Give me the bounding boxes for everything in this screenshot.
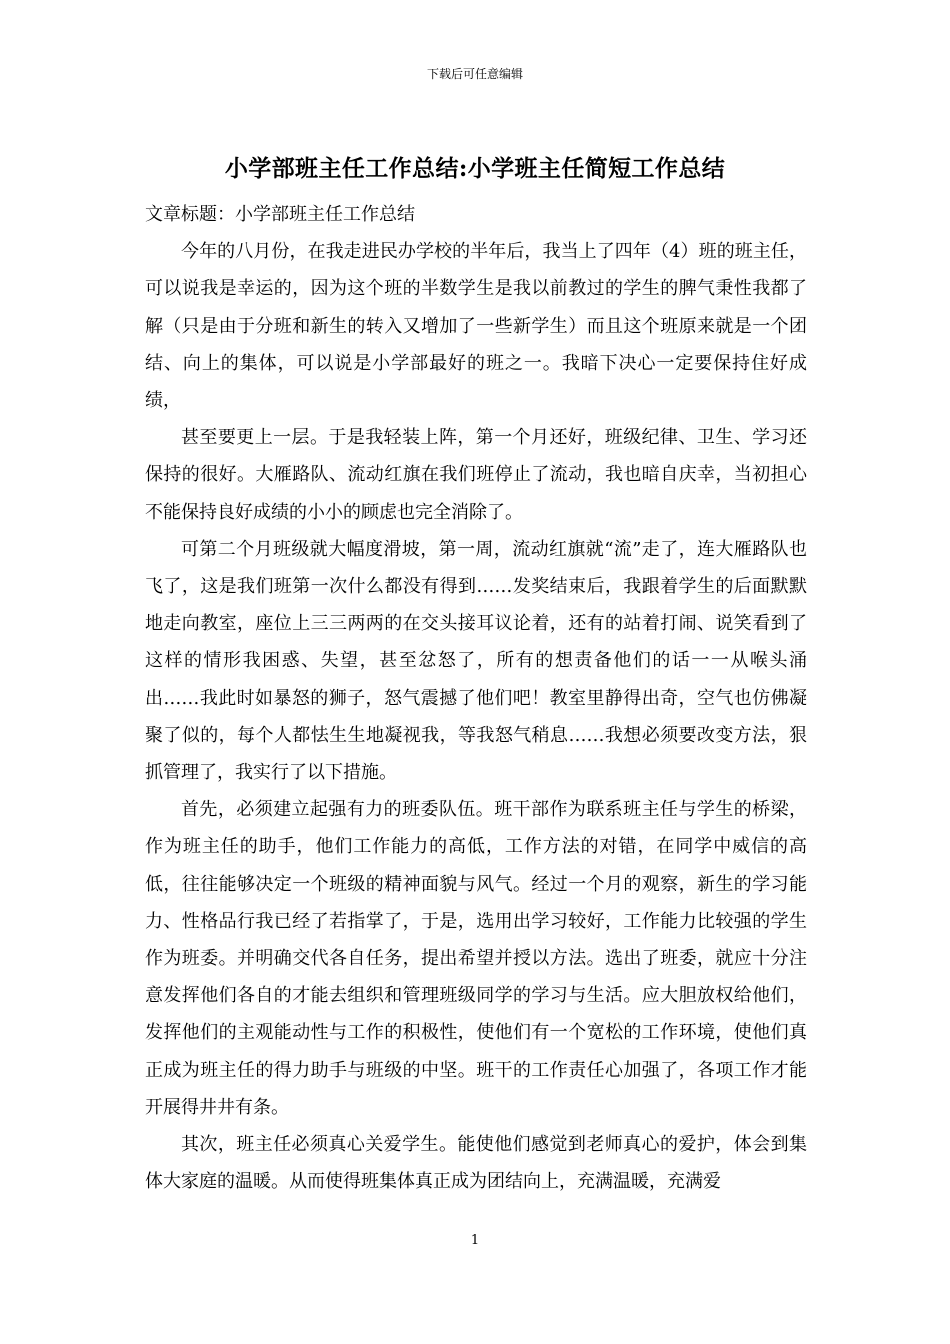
paragraph: 其次，班主任必须真心关爱学生。能使他们感觉到老师真心的爱护，体会到集体大家庭的温暖。从而使得班集体真正成为团结向上，充满温暖，充满爱: [145, 1134, 807, 1193]
page-number: 1: [470, 1233, 480, 1248]
article-title-line: 文章标题：小学部班主任工作总结: [145, 204, 415, 225]
paragraph: 今年的八月份，在我走进民办学校的半年后，我当上了四年（4）班的班主任，可以说我是幸运的，因为这个班的半数学生是我以前教过的学生的脾气秉性我都了解（只是由于分班和新生的转入又增加了一些新学生）而且这个班原来就是一个团结、向上的集体，可以说是小学部最好的班之一。我暗下决心一定要保持住好成绩，: [145, 241, 807, 412]
page-header-note: 下载后可任意编辑: [426, 67, 523, 81]
paragraph: 可第二个月班级就大幅度滑坡，第一周，流动红旗就“流”走了，连大雁路队也飞了，这是我们班第一次什么都没有得到……发奖结束后，我跟着学生的后面默默地走向教室，座位上三三两两的在交头接耳议论着，还有的站着打闹、说笑看到了这样的情形我困惑、失望，甚至忿怒了，所有的想责备他们的话一一从喉头涌出……我此时如暴怒的狮子，怒气震撼了他们吧！教室里静得出奇，空气也仿佛凝聚了似的，每个人都怯生生地凝视我，等我怒气稍息……我想必须要改变方法，狠抓管理了，我实行了以下措施。: [145, 538, 807, 784]
paragraph: 甚至要更上一层。于是我轻装上阵，第一个月还好，班级纪律、卫生、学习还保持的很好。大雁路队、流动红旗在我们班停止了流动，我也暗自庆幸，当初担心不能保持良好成绩的小小的顾虑也完全消除了。: [145, 427, 807, 523]
paragraph: 首先，必须建立起强有力的班委队伍。班干部作为联系班主任与学生的桥梁，作为班主任的助手，他们工作能力的高低，工作方法的对错，在同学中威信的高低，往往能够决定一个班级的精神面貌与风气。经过一个月的观察，新生的学习能力、性格品行我已经了若指掌了，于是，选用出学习较好，工作能力比较强的学生作为班委。并明确交代各自任务，提出希望并授以方法。选出了班委，就应十分注意发挥他们各自的才能去组织和管理班级同学的学习与生活。应大胆放权给他们，发挥他们的主观能动性与工作的积极性，使他们有一个宽松的工作环境，使他们真正成为班主任的得力助手与班级的中坚。班干的工作责任心加强了，各项工作才能开展得井井有条。: [145, 799, 807, 1118]
document-body: [145, 196, 807, 1200]
document-title: 小学部班主任工作总结:小学班主任简短工作总结: [224, 155, 726, 182]
